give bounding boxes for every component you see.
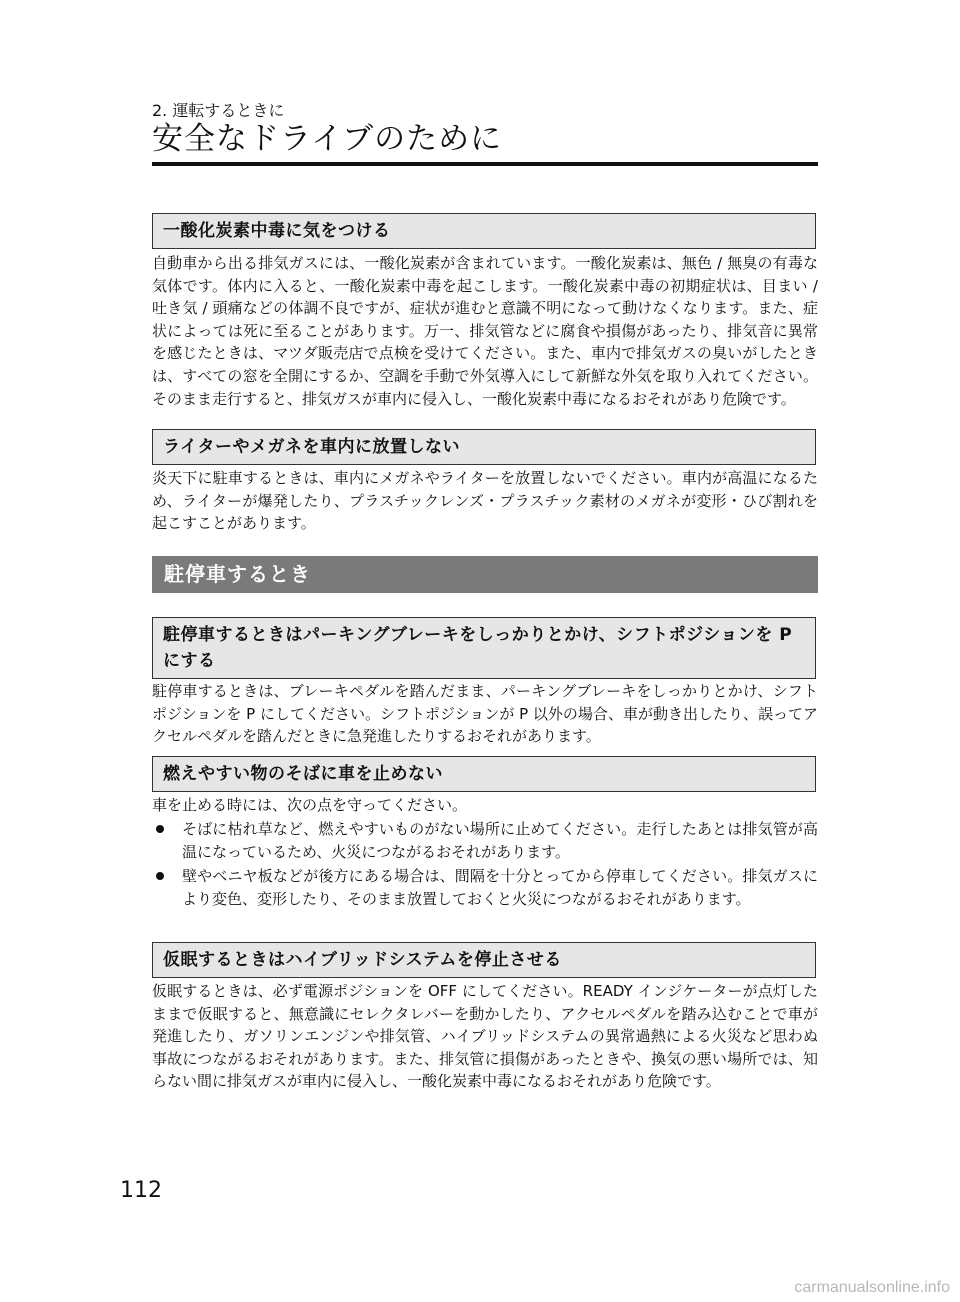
- section-heading-co: 一酸化炭素中毒に気をつける: [152, 213, 816, 249]
- section-body-parking-brake: 駐停車するときは、ブレーキペダルを踏んだまま、パーキングブレーキをしっかりとかけ、シフトポジションを P にしてください。シフトポジションが P 以外の場合、車が動き出したり、誤ってアクセルペダルを踏んだときに急発進したりするおそれがあります。: [152, 682, 818, 746]
- title-divider: [152, 162, 818, 166]
- page-number: 112: [120, 1178, 162, 1203]
- list-item: [152, 865, 818, 910]
- section-heading-flammable: 燃えやすい物のそばに車を止めない: [152, 756, 816, 792]
- list-item-text: 壁やベニヤ板などが後方にある場合は、間隔を十分とってから停車してください。排気ガスにより変色、変形したり、そのまま放置しておくと火災につながるおそれがあります。: [182, 867, 818, 908]
- section-intro-flammable: 車を止める時には、次の点を守ってください。: [152, 796, 468, 814]
- chapter-label: 2. 運転するときに: [152, 101, 285, 120]
- section-body-co: 自動車から出る排気ガスには、一酸化炭素が含まれています。一酸化炭素は、無色 / 無臭の有毒な気体です。体内に入ると、一酸化炭素中毒を起こします。一酸化炭素中毒の初期症状は、目まい / 吐き気 / 頭痛などの体調不良ですが、症状が進むと意識不明になって動けなくなります。また、症状によっては死に至ることがあります。万一、排気管などに腐食や損傷があったり、排気音に異常を感じたときは、マツダ販売店で点検を受けてください。また、車内で排気ガスの臭いがしたときは、すべての窓を全開にするか、空調を手動で外気導入にして新鮮な外気を取り入れてください。そのまま走行すると、排気ガスが車内に侵入し、一酸化炭素中毒になるおそれがあり危険です。: [152, 254, 818, 408]
- section-band-parking: 駐停車するとき: [152, 556, 818, 593]
- watermark: carmanualsonline.info: [794, 1279, 950, 1296]
- section-heading-parking-brake: 駐停車するときはパーキングブレーキをしっかりとかけ、シフトポジションを P にする: [152, 617, 816, 679]
- list-item-text: そばに枯れ草など、燃えやすいものがない場所に止めてください。走行したあとは排気管が高温になっているため、火災につながるおそれがあります。: [182, 820, 818, 861]
- section-heading-nap: 仮眠するときはハイブリッドシステムを停止させる: [152, 942, 816, 978]
- bullet-icon: [156, 872, 164, 880]
- section-heading-lighter: ライターやメガネを車内に放置しない: [152, 429, 816, 465]
- section-body-lighter: 炎天下に駐車するときは、車内にメガネやライターを放置しないでください。車内が高温になるため、ライターが爆発したり、プラスチックレンズ・プラスチック素材のメガネが変形・ひび割れを起こすことがあります。: [152, 469, 818, 533]
- section-body-nap: 仮眠するときは、必ず電源ポジションを OFF にしてください。READY インジケーターが点灯したままで仮眠すると、無意識にセレクタレバーを動かしたり、アクセルペダルを踏み込むことで車が発進したり、ガソリンエンジンや排気管、ハイブリッドシステムの異常過熱による火災など思わぬ事故につながるおそれがあります。また、排気管に損傷があったときや、換気の悪い場所では、知らない間に排気ガスが車内に侵入し、一酸化炭素中毒になるおそれがあり危険です。: [152, 982, 818, 1091]
- page-title: 安全なドライブのために: [152, 121, 503, 157]
- bullet-icon: [156, 825, 164, 833]
- list-item: [152, 818, 818, 863]
